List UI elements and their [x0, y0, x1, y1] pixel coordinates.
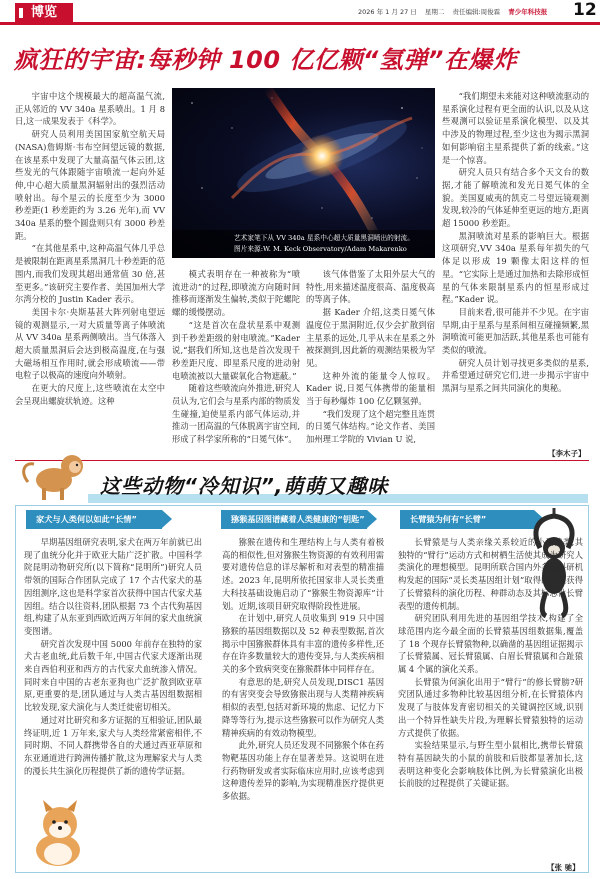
paragraph: 黑洞喷流对星系的影响巨大。根据这项研究,VV 340a 星系每年损失的气体足以形成 19 颗像太阳这样的恒星。“它实际上是通过加热和去除形成恒星的气体来限制星系内的恒星形成过程。”Kader 说。 — [442, 230, 589, 305]
paragraph: 研究人员利用美国国家航空航天局(NASA)詹姆斯·韦布空间望远镜的数据,在该星系中发现了大量高温气体云团,这些发光的气体跟随宇宙喷流一起向外延伸,中心超大质量黑洞辐射出的强烈活动喷射出。每个星云的长度至少为 3000 秒差距(1 秒差距约为 3.26 光年),而 VV 340a 星系的整个圆盘则只有 3000 秒差距。 — [15, 129, 165, 241]
paragraph: 实验结果显示,与野生型小鼠相比,携带长臂猿特有基因缺失的小鼠的前肢和后肢都显著加长,这表明这种变化会影响肢体比例,为长臂猿演化出极长前肢的过程提供了关键证据。 — [398, 740, 583, 789]
section-tag: 博览 — [15, 3, 73, 23]
paragraph: 据 Kader 介绍,这类日冕气体温度位于黑洞附近,仅少会扩散到宿主星系的远处,几乎从未在星系之外被探测到,因此新的观测结果极为罕见。 — [306, 307, 435, 368]
paragraph: 该气体借鉴了太阳外层大气的特性,用来描述温度很高、温度极高的等离子体。 — [306, 269, 435, 305]
black-hole-jet-illustration — [172, 88, 435, 258]
article1-author: 【李木子】 — [548, 449, 586, 458]
masthead — [0, 0, 600, 26]
paragraph: “我们期望未来能对这种喷流驱动的星系演化过程有更全面的认识,以及从这些观测可以验证星系演化模型、以及其中涉及的物理过程,至少这也为揭示黑洞如何影响宿主星系提供了新的线索。”这是一个惊喜。 — [442, 91, 589, 165]
image-caption: 艺术家笔下从 VV 340a 星系中心超大质量黑洞喷出的射流。图片来源:W. M. Keck Observatory/Adam Makarenko — [172, 230, 435, 258]
paragraph: 随着这些喷流向外推进,研究人员认为,它们会与星系内部的物质发生碰撞,迫使星系内部气体运动,并推动一团高温的气体脱离宇宙空间,形成了科学家所称的“日冕气体”。 — [172, 383, 300, 445]
paragraph: 模式表明存在一种被称为“喷流进动”的过程,即喷流方向随时间推移而逐渐发生偏转,类似于陀螺陀螺的缓慢摆动。 — [172, 269, 300, 318]
article1-column-4 — [442, 90, 589, 395]
paragraph: 美国卡尔·央斯基甚大阵列射电望远镜的观测显示,一对大质量等离子体喷流从 VV 340a 星系两侧喷出。当气体落入超大质量黑洞后会达到极高温度,在与强大磁场相互作用时,就会形成喷流——带电粒子以极高的速度向外喷射。 — [15, 306, 165, 381]
paragraph: “这是首次在盘状星系中观测到千秒差距级的射电喷流。”Kader 说,“据我们所知,这也是首次发现千秒差距尺度、即星系尺度的进动射电喷流被以大量碳氧化合物遮蔽。” — [172, 319, 300, 381]
paragraph: 通过对比研究和多方证据的互相验证,团队最终证明,近 1 万年来,家犬与人类经常紧密相伴,不同时期、不同人群携带各自的犬通过西亚草原和东亚通道进行跨洲传播扩散,这为理解家犬与人类的漫长共生演化历程提供了新的遗传学证据。 — [24, 714, 202, 776]
article1-column-2 — [172, 268, 300, 446]
paragraph: 研究首次发现中国 5000 年前存在独特的家犬古老血统,此后数千年,中国古代家犬逐渐出现来自西伯利亚和西方的古代家犬血统渗入情况。同时来自中国的古老东亚狗也广泛扩散到欧亚草原,更重要的是,团队通过与人类古基因组数据相比较发现,家犬演化与人类迁徙密切相关。 — [24, 638, 202, 713]
issue-date: 2026 年 1 月 27 日 — [358, 8, 417, 16]
dog-article — [24, 536, 202, 777]
paragraph: 在更大的尺度上,这些喷流在太空中会呈现出螺旋状轨迹。这种 — [15, 383, 165, 406]
paragraph: 猕猴在遗传和生理结构上与人类有着极高的相似性,但对猕猴生物资源的有效利用需要对遗传信息的详尽解析和对表型的精准描述。2023 年,昆明所依托国家非人灵长类重大科技基础设施启动了“猕猴生物资源库”计划。近期,该项目研究取得阶段性进展。 — [222, 537, 384, 611]
article1-column-3 — [306, 268, 435, 446]
article1-column-1 — [15, 90, 165, 408]
paragraph: 研究人员计划寻找更多类似的星系,并希望通过研究它们,进一步揭示宇宙中黑洞与星系之间共同演化的奥秘。 — [442, 357, 589, 394]
subhead-dog: 家犬与人类何以如此“长情” — [26, 510, 162, 529]
article2-author: 【张 驰】 — [547, 863, 580, 872]
subhead-gibbon: 长臂猿为何有“长臂” — [400, 510, 534, 529]
paragraph: 此外,研究人员还发现不同猕猴个体在药物靶基因功能上存在显著差异。这说明在进行药物研发或者实际临床应用时,应该考虑到这种遗传差异的影响,为实现精准医疗提供更多依据。 — [222, 740, 384, 802]
paragraph: 早期基因组研究表明,家犬在两万年前就已出现了血统分化并于欧亚大陆广泛扩散。中国科学院昆明动物研究所(以下简称“昆明所”)研究人员带领的国际合作团队完成了 17 个古代家犬的基因组测序,这也是科学家首次获得中国古代家犬基因组。结合以往资料,团队根据 73 个古代狗基因组,构建了从东亚到西欧近两万年间的家犬血统演变图谱。 — [24, 537, 202, 636]
paragraph: 长臂猿是与人类亲缘关系较近的小型猿类,其独特的“臂行”运动方式和树栖生活使其成为研究人类演化的理想模型。昆明所联合国内外多家科研机构发起的国际“灵长类基因组计划”取得的成果获得了长臂猿科的演化历程、种群动态及其标志性长臂表型的遗传机制。 — [398, 537, 583, 611]
section-title: 这些动物“冷知识”,萌萌又趣味 — [100, 474, 389, 498]
paragraph: “在其他星系中,这种高温气体几乎总是被限制在距离星系黑洞几十秒差距的范围内,而我们发现其超出通常值 30 倍,甚至更多。”该研究主要作者、美国加州大学尔湾分校的 Justin Kader 表示。 — [15, 243, 165, 305]
issue-weekday: 星期二 — [424, 8, 445, 16]
gibbon-article — [398, 536, 583, 790]
paragraph: “我们发现了这个超完整且连贯的日冕气体结构。”论文作者、美国加州理工学院的 Vivian U 说, — [306, 408, 435, 445]
subhead-macaque: 猕猴基因图谱藏着人类健康的“钥匙” — [221, 510, 367, 529]
dog-illustration — [22, 800, 98, 870]
paragraph: 研究团队利用先进的基因组学技术,构建了全球范围内迄今最全面的长臂猿基因组数据集,覆盖了 18 个现存长臂猿物种,以确凿的基因组证据揭示了长臂猿属、冠长臂猿属、白眉长臂猿属和合趾猿属 4 个属的演化关系。 — [398, 613, 583, 675]
macaque-article — [222, 536, 384, 803]
paragraph: 在计划中,研究人员收集到 919 只中国猕猴的基因组数据以及 52 种表型数据,首次揭示中国猕猴群体具有丰富的遗传多样性,还存在许多数量较大的遗传变异,与人类疾病相关的多个致病突变在猕猴群体中同样存在。 — [222, 613, 384, 675]
masthead-rule — [0, 22, 600, 25]
paragraph: 目前来看,很可能并不少见。在宇宙早期,由于星系与星系间相互碰撞频繁,黑洞喷流可能更加活跃,其他星系也可能有类似的喷流。 — [442, 306, 589, 356]
monkey-illustration — [20, 442, 92, 502]
masthead-info — [358, 7, 553, 16]
paragraph: 这种外流的能量令人惊叹。Kader 说,日冕气体携带的能量相当于每秒爆炸 100 亿亿颗氢弹。 — [306, 370, 435, 407]
paper-name: 青少年科技报 — [508, 8, 548, 16]
paragraph: 宇宙中这个规模最大的超高温气流,正从邻近的 VV 340a 星系喷出。1 月 8 日,这一成果发表于《科学》。 — [15, 91, 165, 127]
section-divider — [15, 460, 589, 461]
paragraph: 有意思的是,研究人员发现,DISC1 基因的有害突变会导致猕猴出现与人类精神疾病相似的表型,包括对新环境的焦虑、记忆力下降等等行为,提示这些猕猴可以作为研究人类精神疾病的有效动物模型。 — [222, 676, 384, 738]
headline: 疯狂的宇宙:每秒钟 100 亿亿颗“氢弹”在爆炸 — [14, 46, 518, 74]
paragraph: 研究人员只有结合多个天文台的数据,才能了解喷流和发光日冕气体的全貌。美国夏威夷的凯克二号望远镜观测发现,较冷的气体延伸至更远的地方,距离超 15000 秒差距。 — [442, 167, 589, 229]
page-number: 12 — [573, 0, 597, 20]
editor-credit: 责任编辑:周俊霖 — [452, 8, 501, 16]
paragraph: 长臂猿为何演化出用于“臂行”的修长臂膀?研究团队通过多物种比较基因组分析,在长臂猿体内发现了与肢体发育密切相关的关键调控区域,识别出一个特异性缺失片段,为理解长臂猿独特的运动方式提供了依据。 — [398, 676, 583, 738]
